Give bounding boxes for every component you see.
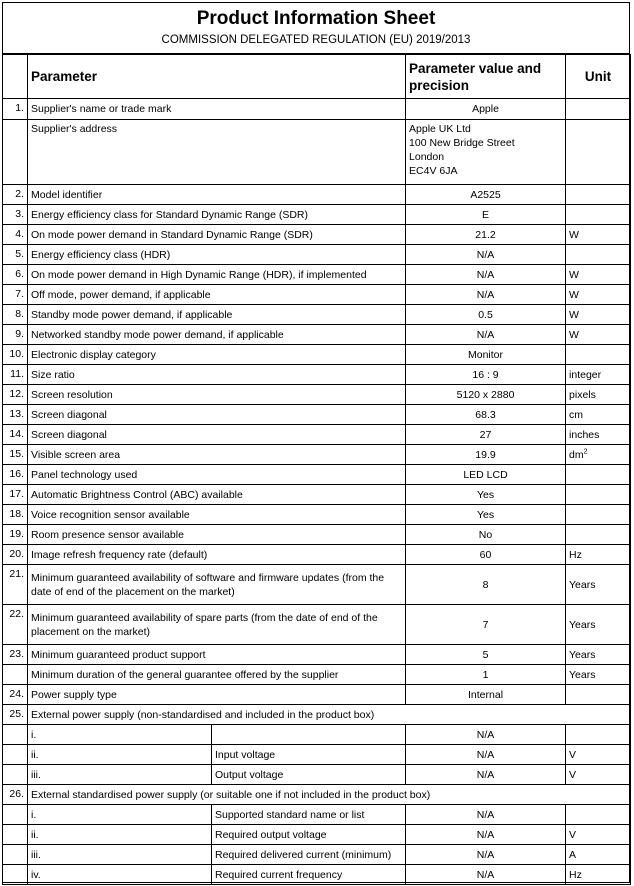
row-value: A2525	[406, 185, 566, 205]
row-unit: W	[566, 325, 631, 345]
row-number: 1.	[3, 99, 28, 120]
row-parameter: External standardised power supply (or suitable one if not included in the product box)	[28, 785, 631, 805]
row-value: N/A	[406, 805, 566, 825]
row-value: 19.9	[406, 445, 566, 465]
row-number	[3, 665, 28, 685]
row-number: 7.	[3, 285, 28, 305]
row-number	[3, 725, 28, 745]
sub-label	[212, 725, 406, 745]
row-number	[3, 845, 28, 865]
row-unit	[566, 725, 631, 745]
table-row	[3, 525, 631, 545]
sub-label: Supported standard name or list	[212, 805, 406, 825]
sub-label: Required delivered current (minimum)	[212, 845, 406, 865]
address-line: EC4V 6JA	[409, 165, 458, 177]
table-row	[3, 485, 631, 505]
row-value: Monitor	[406, 345, 566, 365]
row-parameter: Panel technology used	[28, 465, 406, 485]
row-value: N/A	[406, 745, 566, 765]
row-unit: Years	[566, 605, 631, 645]
row-parameter: On mode power demand in High Dynamic Range (HDR), if implemented	[28, 265, 406, 285]
sub-row	[3, 765, 631, 785]
table-row	[3, 645, 631, 665]
row-parameter: External power supply (non-standardised and included in the product box)	[28, 705, 631, 725]
sub-index: iii.	[28, 845, 212, 865]
row-unit: Hz	[566, 545, 631, 565]
supplier-address	[406, 120, 566, 185]
row-parameter: Minimum guaranteed availability of spare parts (from the date of end of the placement on the market)	[28, 605, 406, 645]
sub-row	[3, 745, 631, 765]
sub-index: ii.	[28, 825, 212, 845]
sheet-title: Product Information Sheet	[196, 8, 436, 29]
row-parameter: Voice recognition sensor available	[28, 505, 406, 525]
table-row	[3, 605, 631, 645]
row-parameter: Screen diagonal	[28, 405, 406, 425]
row-value: N/A	[406, 725, 566, 745]
sub-label: Required current frequency	[212, 865, 406, 885]
unit-base: dm	[569, 448, 584, 461]
address-line: Apple UK Ltd	[409, 123, 471, 135]
table-row	[3, 505, 631, 525]
unit-superscript: 2	[583, 448, 588, 455]
table-row	[3, 225, 631, 245]
row-value: N/A	[406, 765, 566, 785]
row-parameter: Model identifier	[28, 185, 406, 205]
row-value: N/A	[406, 325, 566, 345]
table-row	[3, 545, 631, 565]
header-parameter: Parameter	[28, 55, 406, 99]
row-number: 5.	[3, 245, 28, 265]
row-number	[3, 765, 28, 785]
header-num-cell	[3, 55, 28, 99]
row-unit: V	[566, 765, 631, 785]
row-value: 27	[406, 425, 566, 445]
sub-row	[3, 845, 631, 865]
row-number: 11.	[3, 365, 28, 385]
row-value: Internal	[406, 685, 566, 705]
row-value: N/A	[406, 265, 566, 285]
row-number	[3, 805, 28, 825]
row-parameter: Minimum guaranteed availability of software and firmware updates (from the date of end of the placement on the market)	[28, 565, 406, 605]
row-parameter: Screen diagonal	[28, 425, 406, 445]
row-value: Yes	[406, 505, 566, 525]
table-row	[3, 305, 631, 325]
row-number: 18.	[3, 505, 28, 525]
table-header-row	[3, 55, 631, 99]
header-unit: Unit	[566, 55, 631, 99]
sub-row	[3, 725, 631, 745]
row-number: 12.	[3, 385, 28, 405]
row-number: 15.	[3, 445, 28, 465]
row-value: N/A	[406, 825, 566, 845]
row-unit: W	[566, 285, 631, 305]
row-unit	[566, 445, 631, 465]
row-value: 0.5	[406, 305, 566, 325]
sub-index: i.	[28, 725, 212, 745]
row-number: 23.	[3, 645, 28, 665]
product-information-sheet	[2, 2, 630, 883]
table-row	[3, 265, 631, 285]
row-number: 20.	[3, 545, 28, 565]
sub-row	[3, 805, 631, 825]
table-row	[3, 465, 631, 485]
row-value: Apple	[406, 99, 566, 120]
row-number: 4.	[3, 225, 28, 245]
address-line: London	[409, 151, 445, 163]
row-number: 22.	[3, 605, 28, 645]
row-number	[3, 120, 28, 185]
row-value: 68.3	[406, 405, 566, 425]
table-row	[3, 345, 631, 365]
row-number: 16.	[3, 465, 28, 485]
row-value: 5	[406, 645, 566, 665]
table-row	[3, 665, 631, 685]
row-parameter: Networked standby mode power demand, if applicable	[28, 325, 406, 345]
row-value: No	[406, 525, 566, 545]
row-parameter: Size ratio	[28, 365, 406, 385]
sub-label: Output voltage	[212, 765, 406, 785]
row-number: 26.	[3, 785, 28, 805]
sub-label: Required output voltage	[212, 825, 406, 845]
table-row	[3, 405, 631, 425]
row-unit	[566, 185, 631, 205]
table-row	[3, 205, 631, 225]
row-value: E	[406, 205, 566, 225]
row-unit	[566, 120, 631, 185]
row-parameter: Room presence sensor available	[28, 525, 406, 545]
row-unit: V	[566, 745, 631, 765]
row-unit: W	[566, 265, 631, 285]
row-unit: V	[566, 825, 631, 845]
row-parameter: Power supply type	[28, 685, 406, 705]
row-number	[3, 825, 28, 845]
row-number: 24.	[3, 685, 28, 705]
row-unit	[566, 505, 631, 525]
table-row	[3, 385, 631, 405]
table-row	[3, 185, 631, 205]
row-value: 7	[406, 605, 566, 645]
row-unit: Hz	[566, 865, 631, 885]
row-parameter: Standby mode power demand, if applicable	[28, 305, 406, 325]
row-number: 3.	[3, 205, 28, 225]
row-number: 10.	[3, 345, 28, 365]
row-value: 60	[406, 545, 566, 565]
row-number: 21.	[3, 565, 28, 605]
row-parameter: Supplier's address	[28, 120, 406, 185]
row-unit	[566, 465, 631, 485]
table-row	[3, 365, 631, 385]
table-row	[3, 685, 631, 705]
header-value: Parameter value and precision	[406, 55, 566, 99]
row-value: 8	[406, 565, 566, 605]
row-unit: Years	[566, 645, 631, 665]
row-unit: W	[566, 305, 631, 325]
row-number: 6.	[3, 265, 28, 285]
row-unit	[566, 345, 631, 365]
row-value: N/A	[406, 285, 566, 305]
row-unit	[566, 205, 631, 225]
table-row	[3, 705, 631, 725]
row-number: 9.	[3, 325, 28, 345]
row-unit	[566, 245, 631, 265]
sub-index: iii.	[28, 765, 212, 785]
row-parameter: Minimum guaranteed product support	[28, 645, 406, 665]
row-parameter: Electronic display category	[28, 345, 406, 365]
row-value: LED LCD	[406, 465, 566, 485]
row-number	[3, 745, 28, 765]
row-number: 2.	[3, 185, 28, 205]
row-parameter: Automatic Brightness Control (ABC) available	[28, 485, 406, 505]
row-value: 5120 x 2880	[406, 385, 566, 405]
row-unit: pixels	[566, 385, 631, 405]
row-unit: inches	[566, 425, 631, 445]
row-parameter: Energy efficiency class for Standard Dynamic Range (SDR)	[28, 205, 406, 225]
address-line: 100 New Bridge Street	[409, 137, 515, 149]
row-parameter: Off mode, power demand, if applicable	[28, 285, 406, 305]
sub-label: Input voltage	[212, 745, 406, 765]
row-unit: Years	[566, 565, 631, 605]
row-number: 8.	[3, 305, 28, 325]
table-row	[3, 425, 631, 445]
row-value: N/A	[406, 245, 566, 265]
table-row	[3, 445, 631, 465]
table-row	[3, 99, 631, 120]
row-parameter: Energy efficiency class (HDR)	[28, 245, 406, 265]
row-unit: cm	[566, 405, 631, 425]
row-unit	[566, 685, 631, 705]
row-unit: Years	[566, 665, 631, 685]
row-number: 17.	[3, 485, 28, 505]
row-parameter: Visible screen area	[28, 445, 406, 465]
row-unit	[566, 485, 631, 505]
row-unit: W	[566, 225, 631, 245]
table-row	[3, 785, 631, 805]
row-number: 13.	[3, 405, 28, 425]
sub-index: iv.	[28, 865, 212, 885]
table-row	[3, 285, 631, 305]
row-number: 25.	[3, 705, 28, 725]
table-row	[3, 325, 631, 345]
sub-row	[3, 825, 631, 845]
row-parameter: Supplier's name or trade mark	[28, 99, 406, 120]
row-number: 19.	[3, 525, 28, 545]
row-value: N/A	[406, 845, 566, 865]
row-value: 21.2	[406, 225, 566, 245]
row-parameter: On mode power demand in Standard Dynamic Range (SDR)	[28, 225, 406, 245]
row-unit: integer	[566, 365, 631, 385]
row-unit	[566, 525, 631, 545]
row-value: 16 : 9	[406, 365, 566, 385]
table-row	[3, 245, 631, 265]
sheet-subtitle: COMMISSION DELEGATED REGULATION (EU) 2019/2013	[161, 34, 471, 46]
row-unit	[566, 805, 631, 825]
sub-index: i.	[28, 805, 212, 825]
parameter-table	[2, 54, 631, 885]
row-unit: A	[566, 845, 631, 865]
sheet-header	[3, 3, 629, 54]
row-value: N/A	[406, 865, 566, 885]
row-value: 1	[406, 665, 566, 685]
sub-row	[3, 865, 631, 885]
row-value: Yes	[406, 485, 566, 505]
row-parameter: Image refresh frequency rate (default)	[28, 545, 406, 565]
row-parameter: Screen resolution	[28, 385, 406, 405]
row-parameter: Minimum duration of the general guarantee offered by the supplier	[28, 665, 406, 685]
row-unit	[566, 99, 631, 120]
row-number	[3, 865, 28, 885]
table-row	[3, 565, 631, 605]
table-row	[3, 120, 631, 185]
sub-index: ii.	[28, 745, 212, 765]
row-number: 14.	[3, 425, 28, 445]
